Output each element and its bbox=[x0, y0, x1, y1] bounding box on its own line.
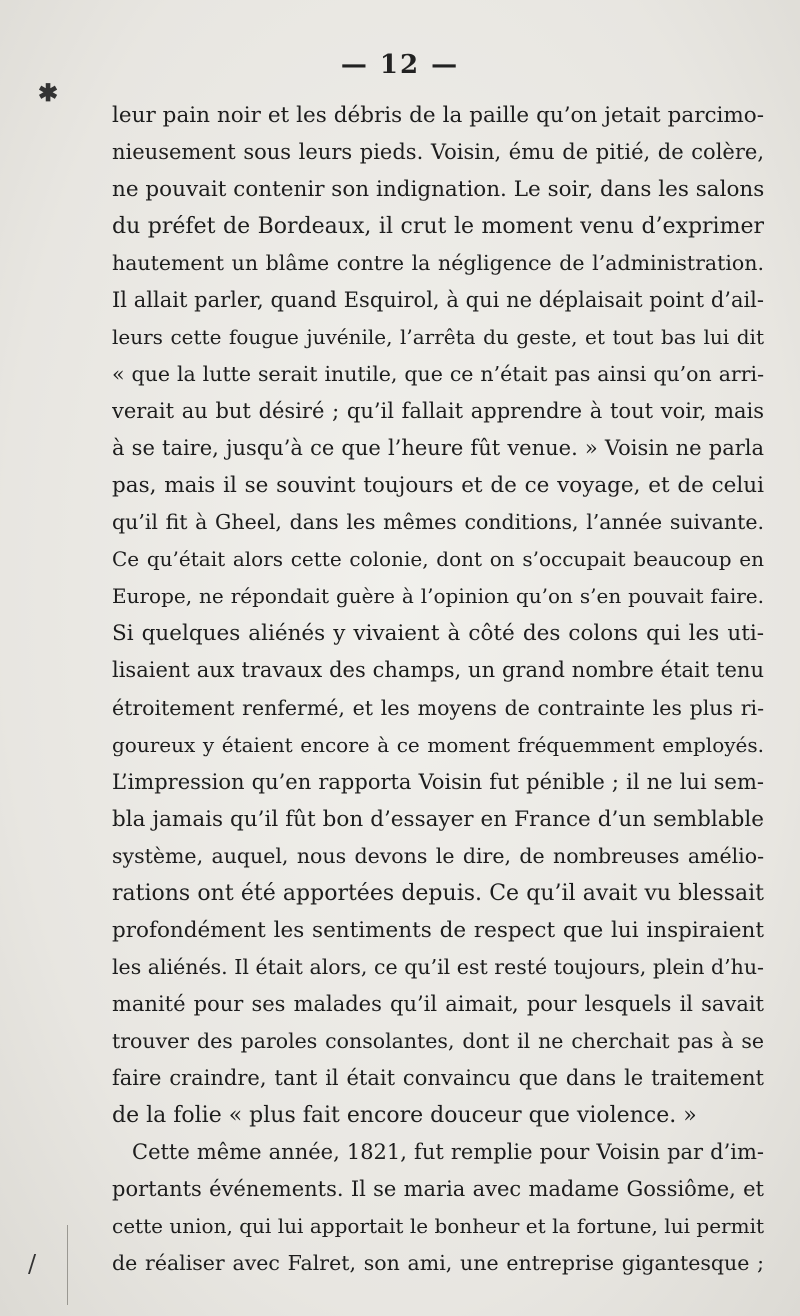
text-line: bla jamais qu’il fût bon d’essayer en France d’un semblable bbox=[112, 806, 764, 832]
paragraph-end-line: de la folie « plus fait encore douceur que violence. » bbox=[112, 1102, 697, 1128]
text-line: verait au but désiré ; qu’il fallait apprendre à tout voir, mais bbox=[112, 399, 764, 424]
text-line: Il allait parler, quand Esquirol, à qui ne déplaisait point d’ail- bbox=[112, 288, 764, 313]
margin-ink-mark: ✱ bbox=[38, 78, 59, 107]
text-line: « que la lutte serait inutile, que ce n’était pas ainsi qu’on arri- bbox=[112, 362, 764, 387]
text-line: L’impression qu’en rapporta Voisin fut pénible ; il ne lui sem- bbox=[112, 769, 764, 794]
body-text bbox=[112, 97, 764, 1282]
text-line: rations ont été apportées depuis. Ce qu’il avait vu blessait bbox=[112, 880, 764, 906]
text-line: manité pour ses malades qu’il aimait, pour lesquels il savait bbox=[112, 991, 764, 1016]
text-line: profondément les sentiments de respect que lui inspiraient bbox=[112, 917, 764, 943]
paragraph-start-line: Cette même année, 1821, fut remplie pour Voisin par d’im- bbox=[132, 1139, 764, 1164]
text-line: ne pouvait contenir son indignation. Le soir, dans les salons bbox=[112, 177, 764, 203]
text-line: Europe, ne répondait guère à l’opinion qu’on s’en pouvait faire. bbox=[112, 584, 764, 609]
text-line: leurs cette fougue juvénile, l’arrêta du geste, et tout bas lui dit bbox=[112, 325, 764, 350]
text-line: cette union, qui lui apportait le bonheur et la fortune, lui permit bbox=[112, 1213, 764, 1238]
text-line: trouver des paroles consolantes, dont il ne cherchait pas à se bbox=[112, 1028, 764, 1053]
text-line: faire craindre, tant il était convaincu que dans le traitement bbox=[112, 1065, 764, 1090]
text-line: leur pain noir et les débris de la paille qu’on jetait parcimo- bbox=[112, 103, 764, 128]
text-line: hautement un blâme contre la négligence de l’administration. bbox=[112, 251, 764, 276]
text-line: de réaliser avec Falret, son ami, une entreprise gigantesque ; bbox=[112, 1250, 764, 1275]
text-line: à se taire, jusqu’à ce que l’heure fût venue. » Voisin ne parla bbox=[112, 436, 764, 461]
text-line: étroitement renfermé, et les moyens de contrainte les plus ri- bbox=[112, 695, 764, 720]
text-line: du préfet de Bordeaux, il crut le moment venu d’exprimer bbox=[112, 214, 764, 240]
page-fold-line bbox=[67, 1225, 68, 1305]
text-line: Si quelques aliénés y vivaient à côté des colons qui les uti- bbox=[112, 621, 764, 647]
text-line: système, auquel, nous devons le dire, de nombreuses amélio- bbox=[112, 843, 764, 868]
text-line: Ce qu’était alors cette colonie, dont on s’occupait beaucoup en bbox=[112, 547, 764, 572]
margin-pencil-mark: / bbox=[28, 1250, 37, 1278]
text-line: qu’il fit à Gheel, dans les mêmes conditions, l’année suivante. bbox=[112, 510, 764, 535]
text-line: nieusement sous leurs pieds. Voisin, ému de pitié, de colère, bbox=[112, 140, 764, 165]
text-line: portants événements. Il se maria avec madame Gossiôme, et bbox=[112, 1176, 764, 1201]
text-line: lisaient aux travaux des champs, un grand nombre était tenu bbox=[112, 658, 764, 683]
text-line: les aliénés. Il était alors, ce qu’il est resté toujours, plein d’hu- bbox=[112, 954, 764, 979]
page-number: — 12 — bbox=[340, 50, 460, 80]
text-line: pas, mais il se souvint toujours et de ce voyage, et de celui bbox=[112, 473, 764, 499]
text-line: goureux y étaient encore à ce moment fréquemment employés. bbox=[112, 732, 764, 757]
